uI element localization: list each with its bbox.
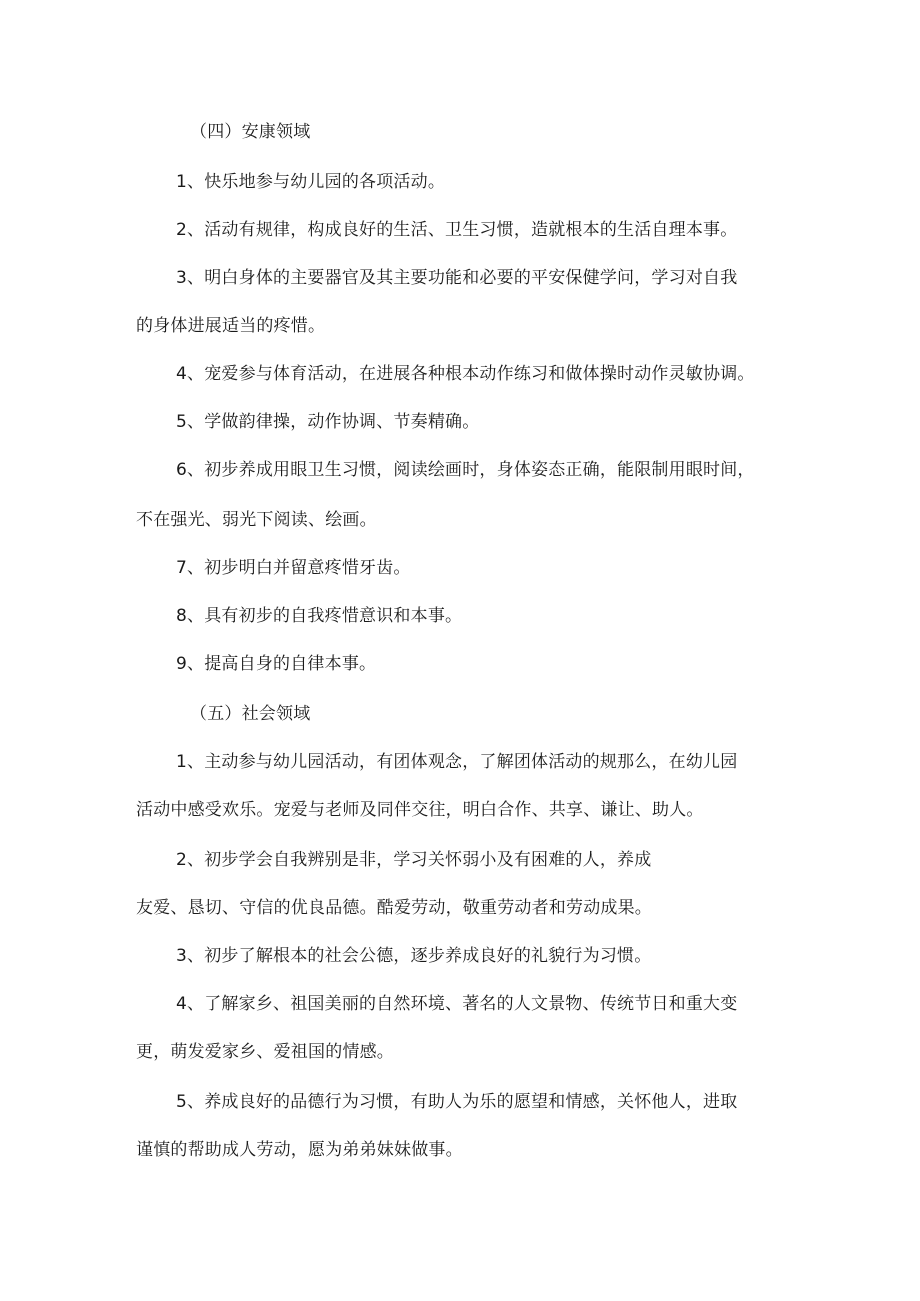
paragraph-line: 5、养成良好的品德行为习惯，有助人为乐的愿望和情感，关怀他人，进取: [176, 1092, 738, 1112]
paragraph-line: 6、初步养成用眼卫生习惯，阅读绘画时，身体姿态正确，能限制用眼时间，: [176, 460, 755, 480]
paragraph-line: 4、宠爱参与体育活动，在进展各种根本动作练习和做体操时动作灵敏协调。: [176, 364, 755, 384]
paragraph-line: 5、学做韵律操，动作协调、节奏精确。: [176, 412, 480, 432]
paragraph-line: 1、主动参与幼儿园活动，有团体观念，了解团体活动的规那么，在幼儿园: [176, 752, 738, 772]
section-heading-health: （四）安康领域: [190, 122, 311, 142]
paragraph-line: 2、初步学会自我辨别是非，学习关怀弱小及有困难的人，养成: [176, 850, 652, 870]
paragraph-line: 友爱、恳切、守信的优良品德。酷爱劳动，敬重劳动者和劳动成果。: [136, 898, 652, 918]
paragraph-line: 7、初步明白并留意疼惜牙齿。: [176, 558, 411, 578]
paragraph-line: 的身体进展适当的疼惜。: [136, 316, 326, 336]
paragraph-line: 3、初步了解根本的社会公德，逐步养成良好的礼貌行为习惯。: [176, 946, 652, 966]
paragraph-line: 9、提高自身的自律本事。: [176, 654, 377, 674]
section-heading-social: （五）社会领域: [190, 704, 311, 724]
paragraph-line: 3、明白身体的主要器官及其主要功能和必要的平安保健学问，学习对自我: [176, 268, 738, 288]
paragraph-line: 更，萌发爱家乡、爱祖国的情感。: [136, 1042, 394, 1062]
paragraph-line: 谨慎的帮助成人劳动，愿为弟弟妹妹做事。: [136, 1140, 463, 1160]
paragraph-line: 活动中感受欢乐。宠爱与老师及同伴交往，明白合作、共享、谦让、助人。: [136, 800, 704, 820]
paragraph-line: 8、具有初步的自我疼惜意识和本事。: [176, 606, 463, 626]
paragraph-line: 不在强光、弱光下阅读、绘画。: [136, 510, 377, 530]
paragraph-line: 1、快乐地参与幼儿园的各项活动。: [176, 172, 446, 192]
paragraph-line: 2、活动有规律，构成良好的生活、卫生习惯，造就根本的生活自理本事。: [176, 220, 738, 240]
paragraph-line: 4、了解家乡、祖国美丽的自然环境、著名的人文景物、传统节日和重大变: [176, 994, 738, 1014]
